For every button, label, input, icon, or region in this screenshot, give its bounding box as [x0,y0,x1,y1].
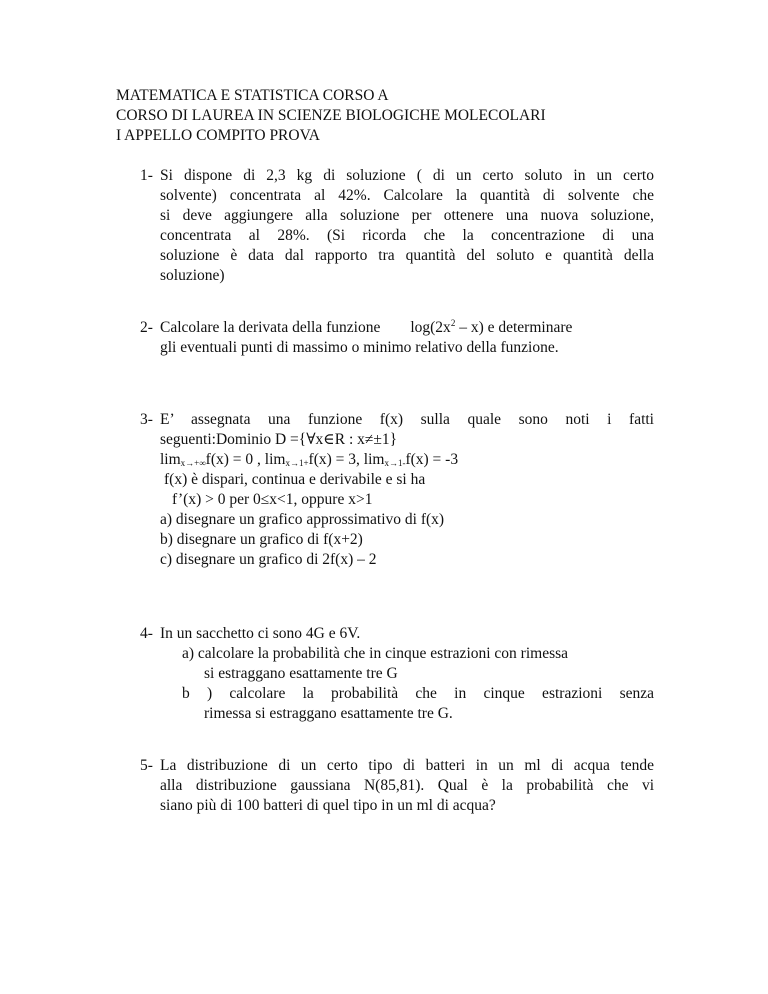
question-text [160,624,654,724]
limit-subscript: x→1+ [285,458,309,468]
text-line: siano più di 100 batteri di quel tipo in un ml di acqua? [160,797,496,814]
text-line: f(x) è dispari, continua e derivabile e si ha [164,471,426,488]
question-number: 3- [140,411,153,428]
sub-item-a: a) disegnare un grafico approssimativo di f(x) [160,511,445,528]
exponent: 2 [450,318,456,328]
text-line: Si dispone di 2,3 kg di soluzione ( di un certo soluto in un certo [160,167,654,184]
text-line: solvente) concentrata al 42%. Calcolare la quantità di solvente che [160,187,654,204]
text-line: E’ assegnata una funzione f(x) sulla quale sono noti i fatti [160,411,654,428]
text-fragment: f(x) = -3 [405,451,459,468]
text-line: f’(x) > 0 per 0≤x<1, oppure x>1 [172,491,373,508]
limit-subscript: x→1- [384,458,406,468]
text-fragment: – x) e determinare [455,319,573,336]
question-5 [140,756,654,816]
domain-line: seguenti:Dominio D ={∀x∈R : x≠±1} [160,431,398,448]
limit-subscript: x→+∞ [180,458,206,468]
question-text [160,410,654,570]
sub-item-b: b ) calcolare la probabilità che in cinque estrazioni senza [182,685,654,702]
text-line: alla distribuzione gaussiana N(85,81). Qual è la probabilità che vi [160,777,654,794]
text-line: si estraggano esattamente tre G [204,665,398,682]
question-text [160,166,654,286]
limits-line [160,450,654,470]
question-2 [140,318,654,358]
question-text [160,318,654,358]
text-fragment: Calcolare la derivata della funzione [160,319,381,336]
sub-item-b: b) disegnare un grafico di f(x+2) [160,531,363,548]
sub-item-c: c) disegnare un grafico di 2f(x) – 2 [160,551,377,568]
text-line: La distribuzione di un certo tipo di batteri in un ml di acqua tende [160,757,654,774]
text-line: concentrata al 28%. (Si ricorda che la concentrazione di una [160,227,654,244]
question-number: 4- [140,625,153,642]
header-degree: CORSO DI LAUREA IN SCIENZE BIOLOGICHE MOLECOLARI [116,107,546,124]
text-fragment: f(x) = 3, lim [308,451,385,468]
text-line: soluzione è data dal rapporto tra quantità del soluto e quantità della [160,247,654,264]
text-line: soluzione) [160,267,225,284]
text-line [160,318,654,338]
question-text [160,756,654,816]
question-number: 1- [140,167,153,184]
text-line: si deve aggiungere alla soluzione per ottenere una nuova soluzione, [160,207,654,224]
exam-header [116,86,716,146]
question-1 [140,166,654,286]
sub-item-a: a) calcolare la probabilità che in cinque estrazioni con rimessa [182,645,569,662]
header-course: MATEMATICA E STATISTICA CORSO A [116,87,389,104]
text-fragment: f(x) = 0 , lim [205,451,286,468]
question-3 [140,410,654,570]
text-line: In un sacchetto ci sono 4G e 6V. [160,625,361,642]
question-number: 5- [140,757,153,774]
header-exam: I APPELLO COMPITO PROVA [116,127,320,144]
math-expression: log(2x [410,319,451,336]
question-number: 2- [140,319,153,336]
question-4 [140,624,654,724]
text-line: rimessa si estraggano esattamente tre G. [204,705,453,722]
text-line: gli eventuali punti di massimo o minimo relativo della funzione. [160,339,559,356]
text-fragment: lim [160,451,181,468]
